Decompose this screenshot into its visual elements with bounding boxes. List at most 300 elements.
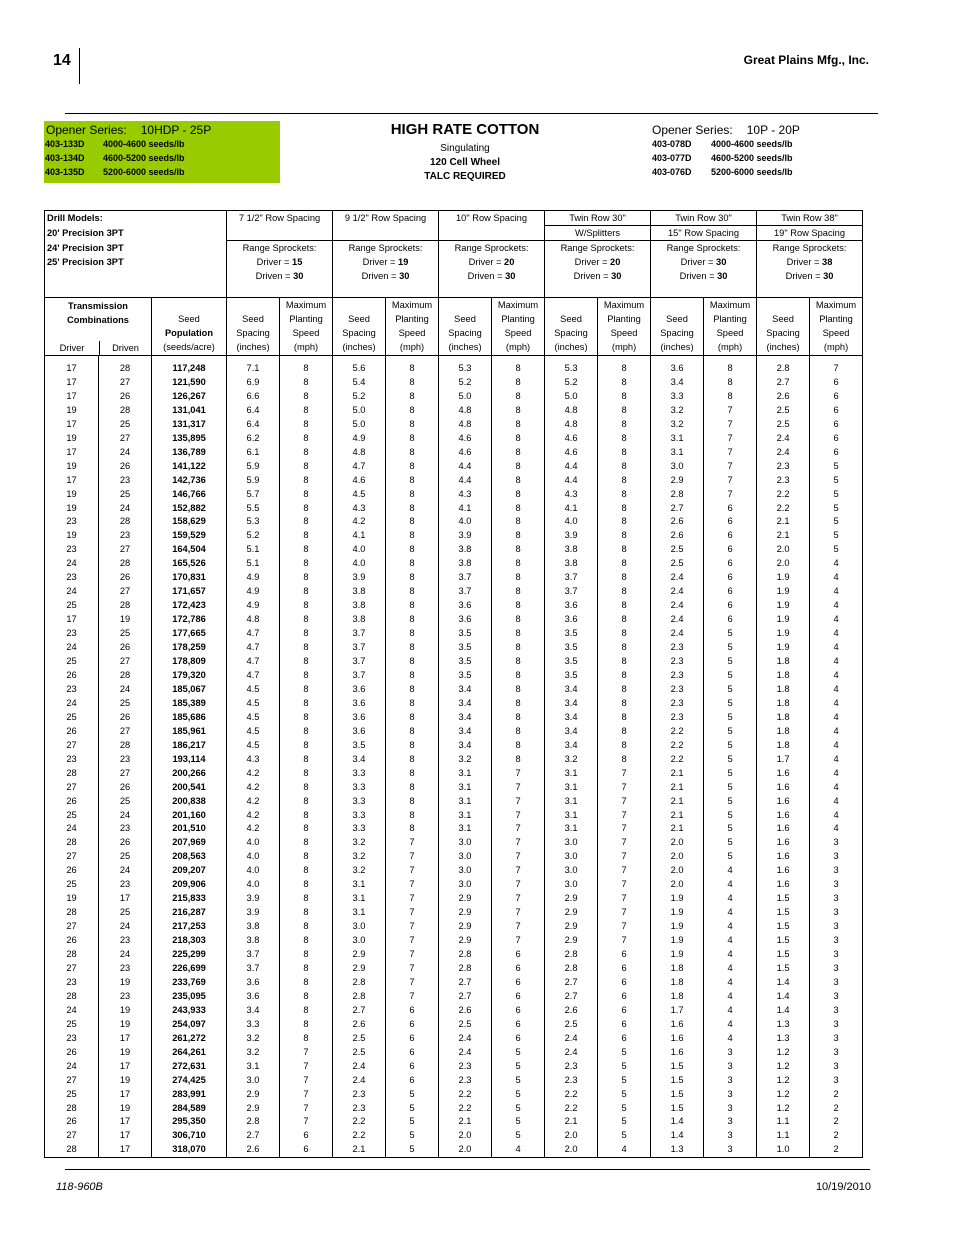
seed-spacing-cell: 4.3 — [545, 488, 598, 502]
max-speed-cell: 7 — [492, 878, 545, 892]
driven-sprocket: 28 — [99, 515, 152, 529]
seed-spacing-cell: 5.0 — [333, 418, 386, 432]
subtitle-singulating: Singulating — [440, 143, 490, 154]
seed-spacing-cell: 2.4 — [757, 432, 810, 446]
seed-spacing-cell: 2.4 — [545, 1046, 598, 1060]
max-speed-cell: 7 — [598, 795, 651, 809]
seed-spacing-cell: 4.0 — [227, 850, 280, 864]
max-speed-cell: 5 — [704, 697, 757, 711]
seed-spacing-cell: 1.5 — [651, 1102, 704, 1116]
max-speed-cell: 7 — [492, 892, 545, 906]
seed-spacing-cell: 5.1 — [227, 543, 280, 557]
seed-spacing-cell: 1.6 — [651, 1032, 704, 1046]
max-speed-cell: 5 — [704, 627, 757, 641]
seed-spacing-cell: 2.2 — [333, 1129, 386, 1143]
seed-spacing-cell: 1.1 — [757, 1129, 810, 1143]
seed-spacing-cell: 4.3 — [439, 488, 492, 502]
opener-right-row — [652, 151, 872, 165]
seed-spacing-cell: 3.5 — [545, 627, 598, 641]
max-speed-cell: 7 — [598, 892, 651, 906]
max-speed-cell: 8 — [598, 502, 651, 516]
table-row — [45, 599, 863, 613]
max-speed-cell: 5 — [492, 1046, 545, 1060]
max-speed-cell: 7 — [386, 892, 439, 906]
seed-spacing-cell: 2.6 — [439, 1004, 492, 1018]
max-speed-cell: 6 — [704, 529, 757, 543]
max-speed-cell: 6 — [492, 990, 545, 1004]
max-speed-cell: 5 — [704, 850, 757, 864]
seed-spacing-cell: 2.2 — [651, 753, 704, 767]
max-speed-cell: 3 — [810, 1046, 863, 1060]
seed-spacing-cell: 3.1 — [333, 906, 386, 920]
seed-spacing-cell: 4.0 — [333, 543, 386, 557]
seed-spacing-cell: 1.0 — [757, 1143, 810, 1157]
table-row — [45, 404, 863, 418]
spacing-subheader: 15" Row Spacing — [651, 226, 757, 241]
spacing-subheader — [227, 226, 333, 241]
max-speed-cell: 5 — [492, 1115, 545, 1129]
table-row — [45, 948, 863, 962]
seed-spacing-cell: 2.1 — [651, 781, 704, 795]
seed-spacing-cell: 3.2 — [333, 864, 386, 878]
max-speed-cell: 8 — [280, 557, 333, 571]
seed-population: 159,529 — [152, 529, 227, 543]
table-row — [45, 1074, 863, 1088]
max-speed-cell: 8 — [280, 767, 333, 781]
seed-range: 4000-4600 seeds/lb — [711, 139, 793, 149]
seed-spacing-cell: 5.0 — [439, 390, 492, 404]
spacing-subheader: 19" Row Spacing — [757, 226, 863, 241]
spacing-subheader — [333, 226, 439, 241]
max-speed-cell: 4 — [704, 1004, 757, 1018]
seed-spacing-cell: 2.9 — [545, 906, 598, 920]
seed-population: 215,833 — [152, 892, 227, 906]
seed-spacing-cell: 4.9 — [227, 585, 280, 599]
seed-population: 201,160 — [152, 809, 227, 823]
max-speed-cell: 5 — [810, 502, 863, 516]
seed-spacing-cell: 4.8 — [439, 404, 492, 418]
seed-population: 207,969 — [152, 836, 227, 850]
range-sprockets-label: Range Sprockets: — [757, 241, 863, 256]
seed-spacing-cell: 3.9 — [227, 892, 280, 906]
max-speed-cell: 4 — [810, 781, 863, 795]
driven-sprocket: 19 — [99, 1102, 152, 1116]
seed-spacing-cell: 5.3 — [439, 362, 492, 376]
max-speed-cell: 8 — [598, 641, 651, 655]
max-speed-cell: 8 — [280, 850, 333, 864]
seed-spacing-cell: 1.5 — [757, 906, 810, 920]
max-speed-cell: 5 — [704, 641, 757, 655]
driver-sprocket: 26 — [45, 795, 99, 809]
driver-sprocket: 27 — [45, 850, 99, 864]
max-speed-cell: 5 — [386, 1143, 439, 1157]
max-speed-cell: 2 — [810, 1088, 863, 1102]
seed-spacing-cell: 6.6 — [227, 390, 280, 404]
seed-spacing-cell: 3.9 — [333, 571, 386, 585]
max-speed-cell: 2 — [810, 1115, 863, 1129]
table-row — [45, 362, 863, 376]
spacing-subheader — [439, 226, 545, 241]
seed-spacing-header: Seed Spacing (inches) — [545, 298, 598, 356]
seed-spacing-cell: 1.9 — [651, 892, 704, 906]
seed-spacing-cell: 2.5 — [651, 543, 704, 557]
driven-sprocket: 28 — [99, 557, 152, 571]
seed-spacing-cell: 3.7 — [227, 962, 280, 976]
seed-spacing-cell: 5.2 — [333, 390, 386, 404]
seed-spacing-cell: 2.3 — [651, 683, 704, 697]
range-sprockets-label: Range Sprockets: — [545, 241, 651, 256]
max-speed-cell: 4 — [810, 809, 863, 823]
max-speed-cell: 8 — [386, 502, 439, 516]
seed-spacing-cell: 3.8 — [545, 543, 598, 557]
max-speed-cell: 4 — [810, 627, 863, 641]
table-row — [45, 906, 863, 920]
driver-sprocket: 24 — [45, 1004, 99, 1018]
seed-spacing-header: Seed Spacing (inches) — [651, 298, 704, 356]
max-speed-cell: 8 — [280, 822, 333, 836]
table-row — [45, 571, 863, 585]
top-rule — [65, 113, 878, 114]
seed-spacing-cell: 4.6 — [439, 446, 492, 460]
seed-spacing-cell: 2.0 — [757, 557, 810, 571]
max-speed-cell: 7 — [386, 920, 439, 934]
driven-sprocket: 24 — [99, 864, 152, 878]
seed-spacing-cell: 3.1 — [439, 822, 492, 836]
driven-sprocket: 25 — [99, 418, 152, 432]
max-speed-cell: 7 — [386, 878, 439, 892]
table-row — [45, 1088, 863, 1102]
seed-spacing-cell: 1.8 — [757, 725, 810, 739]
max-speed-cell: 6 — [810, 446, 863, 460]
seed-spacing-cell: 2.8 — [545, 962, 598, 976]
driver-sprocket: 17 — [45, 446, 99, 460]
seed-spacing-cell: 2.3 — [651, 655, 704, 669]
seed-population: 186,217 — [152, 739, 227, 753]
max-speed-cell: 8 — [598, 474, 651, 488]
subtitle-cell-wheel: 120 Cell Wheel — [429, 157, 501, 168]
seed-spacing-cell: 3.4 — [651, 376, 704, 390]
seed-spacing-cell: 3.1 — [439, 767, 492, 781]
driver-sprocket: 28 — [45, 990, 99, 1004]
max-speed-cell: 8 — [280, 376, 333, 390]
seed-spacing-cell: 2.7 — [333, 1004, 386, 1018]
seed-spacing-cell: 3.2 — [439, 753, 492, 767]
max-speed-cell: 8 — [386, 809, 439, 823]
seed-spacing-cell: 5.4 — [333, 376, 386, 390]
seed-population: 217,253 — [152, 920, 227, 934]
max-speed-cell: 8 — [386, 432, 439, 446]
driven-sprocket: 23 — [99, 990, 152, 1004]
seed-spacing-cell: 5.0 — [545, 390, 598, 404]
max-speed-cell: 8 — [280, 781, 333, 795]
seed-spacing-cell: 2.8 — [757, 362, 810, 376]
seed-spacing-cell: 3.0 — [439, 878, 492, 892]
seed-spacing-cell: 1.2 — [757, 1060, 810, 1074]
max-speed-cell: 8 — [598, 418, 651, 432]
seed-spacing-cell: 2.4 — [651, 627, 704, 641]
max-speed-cell: 8 — [598, 627, 651, 641]
max-speed-cell: 7 — [704, 432, 757, 446]
driver-sprocket: 26 — [45, 1046, 99, 1060]
max-speed-cell: 8 — [280, 809, 333, 823]
seed-population: 172,786 — [152, 613, 227, 627]
max-speed-cell: 8 — [492, 599, 545, 613]
max-speed-cell: 3 — [810, 892, 863, 906]
max-speed-cell: 4 — [704, 892, 757, 906]
seed-spacing-cell: 7.1 — [227, 362, 280, 376]
max-speed-cell: 5 — [598, 1088, 651, 1102]
seed-spacing-cell: 1.6 — [757, 795, 810, 809]
seed-spacing-cell: 2.3 — [651, 697, 704, 711]
seed-population: 209,207 — [152, 864, 227, 878]
seed-spacing-cell: 1.8 — [651, 962, 704, 976]
seed-spacing-cell: 4.7 — [227, 669, 280, 683]
max-speed-cell: 6 — [386, 1032, 439, 1046]
max-speed-cell: 8 — [598, 404, 651, 418]
max-speed-cell: 3 — [810, 836, 863, 850]
seed-spacing-cell: 3.9 — [439, 529, 492, 543]
seed-population: 171,657 — [152, 585, 227, 599]
seed-spacing-cell: 4.0 — [439, 515, 492, 529]
seed-spacing-cell: 3.9 — [545, 529, 598, 543]
range-sprockets-label: Range Sprockets: — [651, 241, 757, 256]
max-speed-cell: 4 — [704, 864, 757, 878]
seed-spacing-cell: 2.4 — [651, 599, 704, 613]
max-speed-cell: 6 — [810, 432, 863, 446]
max-speed-cell: 8 — [598, 599, 651, 613]
document-number: 118-960B — [56, 1181, 103, 1193]
seed-spacing-cell: 3.1 — [227, 1060, 280, 1074]
max-speed-cell: 8 — [280, 753, 333, 767]
table-row — [45, 781, 863, 795]
driven-sprocket: 25 — [99, 906, 152, 920]
seed-spacing-cell: 3.3 — [333, 781, 386, 795]
driver-sprocket: 17 — [45, 390, 99, 404]
driver-sprocket: 25 — [45, 711, 99, 725]
max-speed-cell: 6 — [810, 376, 863, 390]
seed-spacing-cell: 2.7 — [439, 976, 492, 990]
driver-sprocket: 19 — [45, 488, 99, 502]
max-speed-cell: 8 — [280, 990, 333, 1004]
seed-spacing-cell: 1.6 — [757, 822, 810, 836]
max-speed-cell: 8 — [598, 669, 651, 683]
table-row — [45, 641, 863, 655]
driven-sprocket: 26 — [99, 460, 152, 474]
driven-sprocket: 25 — [99, 850, 152, 864]
seed-spacing-cell: 3.1 — [545, 767, 598, 781]
seed-spacing-cell: 1.7 — [651, 1004, 704, 1018]
seed-spacing-cell: 2.9 — [545, 934, 598, 948]
max-speed-cell: 7 — [492, 920, 545, 934]
table-row — [45, 613, 863, 627]
seed-population: 131,317 — [152, 418, 227, 432]
max-speed-cell: 8 — [386, 739, 439, 753]
seed-spacing-cell: 4.8 — [439, 418, 492, 432]
max-speed-cell: 4 — [704, 1032, 757, 1046]
seed-spacing-cell: 4.4 — [439, 460, 492, 474]
table-row — [45, 515, 863, 529]
driver-sprocket: 23 — [45, 683, 99, 697]
max-speed-cell: 6 — [598, 1032, 651, 1046]
driven-sprocket: Driven = 30 — [545, 269, 651, 283]
seed-spacing-cell: 4.9 — [227, 599, 280, 613]
max-speed-cell: 8 — [386, 781, 439, 795]
seed-population: 135,895 — [152, 432, 227, 446]
seed-spacing-cell: 1.9 — [757, 599, 810, 613]
seed-spacing-cell: 4.4 — [545, 474, 598, 488]
seed-spacing-cell: 2.2 — [545, 1088, 598, 1102]
seed-spacing-cell: 2.8 — [333, 990, 386, 1004]
seed-spacing-cell: 3.4 — [439, 683, 492, 697]
seed-spacing-cell: 2.5 — [333, 1032, 386, 1046]
seed-spacing-cell: 4.9 — [333, 432, 386, 446]
max-speed-cell: 5 — [704, 809, 757, 823]
opener-left-row — [44, 165, 280, 179]
max-speed-cell: 8 — [598, 739, 651, 753]
max-speed-cell: 8 — [598, 697, 651, 711]
seed-spacing-cell: 2.4 — [651, 585, 704, 599]
max-speed-cell: 3 — [810, 948, 863, 962]
seed-spacing-cell: 3.3 — [333, 822, 386, 836]
max-speed-cell: 3 — [810, 962, 863, 976]
seed-spacing-cell: 2.6 — [651, 529, 704, 543]
max-speed-cell: 7 — [492, 836, 545, 850]
max-speed-cell: 8 — [598, 376, 651, 390]
max-speed-cell: 8 — [386, 683, 439, 697]
seed-spacing-cell: 4.7 — [227, 655, 280, 669]
seed-spacing-cell: 3.4 — [439, 711, 492, 725]
table-row — [45, 446, 863, 460]
seed-spacing-cell: 4.2 — [227, 795, 280, 809]
seed-spacing-cell: 3.1 — [545, 795, 598, 809]
max-speed-cell: 6 — [704, 502, 757, 516]
seed-spacing-cell: 5.7 — [227, 488, 280, 502]
seed-population: 117,248 — [152, 362, 227, 376]
seed-spacing-cell: 1.5 — [651, 1060, 704, 1074]
seed-spacing-cell: 2.3 — [651, 711, 704, 725]
max-speed-cell: 8 — [492, 418, 545, 432]
max-speed-cell: 4 — [704, 878, 757, 892]
seed-spacing-cell: 2.9 — [439, 906, 492, 920]
seed-spacing-cell: 2.2 — [333, 1115, 386, 1129]
max-speed-cell: 6 — [704, 515, 757, 529]
driven-sprocket: 24 — [99, 809, 152, 823]
seed-population: 216,287 — [152, 906, 227, 920]
max-speed-cell: 7 — [598, 906, 651, 920]
max-speed-cell: 3 — [810, 878, 863, 892]
seed-spacing-cell: 2.1 — [545, 1115, 598, 1129]
seed-spacing-cell: 3.0 — [545, 878, 598, 892]
max-speed-cell: 7 — [704, 488, 757, 502]
max-speed-cell: 6 — [704, 557, 757, 571]
max-speed-cell: 6 — [280, 1129, 333, 1143]
seed-spacing-cell: 4.0 — [545, 515, 598, 529]
seed-population: 185,389 — [152, 697, 227, 711]
driver-sprocket: 19 — [45, 502, 99, 516]
max-speed-cell: 3 — [704, 1129, 757, 1143]
max-speed-cell: 7 — [386, 906, 439, 920]
max-speed-cell: 5 — [810, 474, 863, 488]
seed-spacing-cell: 2.9 — [333, 948, 386, 962]
max-speed-cell: 8 — [386, 767, 439, 781]
driver-sprocket: 26 — [45, 1115, 99, 1129]
max-speed-cell: 6 — [598, 962, 651, 976]
max-speed-header: Maximum Planting Speed (mph) — [492, 298, 545, 356]
seed-spacing-cell: 1.5 — [651, 1088, 704, 1102]
max-speed-cell: 5 — [386, 1088, 439, 1102]
seed-spacing-cell: 2.2 — [439, 1088, 492, 1102]
driven-sprocket: 19 — [99, 976, 152, 990]
seed-spacing-cell: 4.0 — [227, 864, 280, 878]
seed-spacing-cell: 5.9 — [227, 460, 280, 474]
max-speed-cell: 6 — [386, 1074, 439, 1088]
max-speed-cell: 8 — [492, 529, 545, 543]
max-speed-cell: 6 — [598, 990, 651, 1004]
driven-sprocket: 24 — [99, 446, 152, 460]
max-speed-cell: 3 — [704, 1074, 757, 1088]
driven-sprocket: 28 — [99, 404, 152, 418]
max-speed-cell: 4 — [810, 739, 863, 753]
seed-spacing-cell: 5.2 — [545, 376, 598, 390]
driver-sprocket: 26 — [45, 669, 99, 683]
max-speed-cell: 7 — [492, 864, 545, 878]
max-speed-cell: 7 — [492, 767, 545, 781]
driver-sprocket: 24 — [45, 697, 99, 711]
driven-sprocket: Driven = 30 — [439, 269, 545, 283]
max-speed-cell: 3 — [810, 1032, 863, 1046]
seed-spacing-cell: 3.7 — [439, 585, 492, 599]
seed-spacing-cell: 1.8 — [757, 655, 810, 669]
seed-spacing-cell: 2.5 — [439, 1018, 492, 1032]
table-row — [45, 474, 863, 488]
seed-population: 295,350 — [152, 1115, 227, 1129]
seed-spacing-cell: 4.2 — [227, 781, 280, 795]
max-speed-header: Maximum Planting Speed (mph) — [598, 298, 651, 356]
seed-spacing-cell: 2.4 — [651, 613, 704, 627]
max-speed-cell: 5 — [386, 1115, 439, 1129]
max-speed-cell: 5 — [386, 1102, 439, 1116]
max-speed-cell: 7 — [492, 809, 545, 823]
seed-spacing-cell: 4.5 — [333, 488, 386, 502]
seed-population: 264,261 — [152, 1046, 227, 1060]
max-speed-cell: 8 — [280, 529, 333, 543]
opener-right-label: Opener Series: — [652, 123, 733, 137]
max-speed-cell: 8 — [386, 725, 439, 739]
seed-spacing-cell: 2.3 — [439, 1060, 492, 1074]
max-speed-cell: 4 — [492, 1143, 545, 1157]
driver-sprocket: 28 — [45, 767, 99, 781]
table-row — [45, 753, 863, 767]
max-speed-cell: 8 — [280, 739, 333, 753]
seed-population: 126,267 — [152, 390, 227, 404]
seed-spacing-cell: 1.6 — [757, 836, 810, 850]
seed-spacing-cell: 3.3 — [333, 809, 386, 823]
max-speed-cell: 4 — [810, 753, 863, 767]
seed-spacing-header: Seed Spacing (inches) — [227, 298, 280, 356]
page-number: 14 — [53, 52, 71, 69]
max-speed-cell: 7 — [704, 474, 757, 488]
max-speed-cell: 8 — [386, 641, 439, 655]
seed-spacing-cell: 3.7 — [333, 627, 386, 641]
seed-spacing-cell: 4.6 — [333, 474, 386, 488]
part-number: 403-134D — [45, 153, 85, 163]
seed-population: 136,789 — [152, 446, 227, 460]
table-row — [45, 697, 863, 711]
max-speed-cell: 8 — [492, 543, 545, 557]
seed-spacing-cell: 4.2 — [227, 767, 280, 781]
seed-spacing-cell: 2.9 — [227, 1102, 280, 1116]
max-speed-header: Maximum Planting Speed (mph) — [386, 298, 439, 356]
